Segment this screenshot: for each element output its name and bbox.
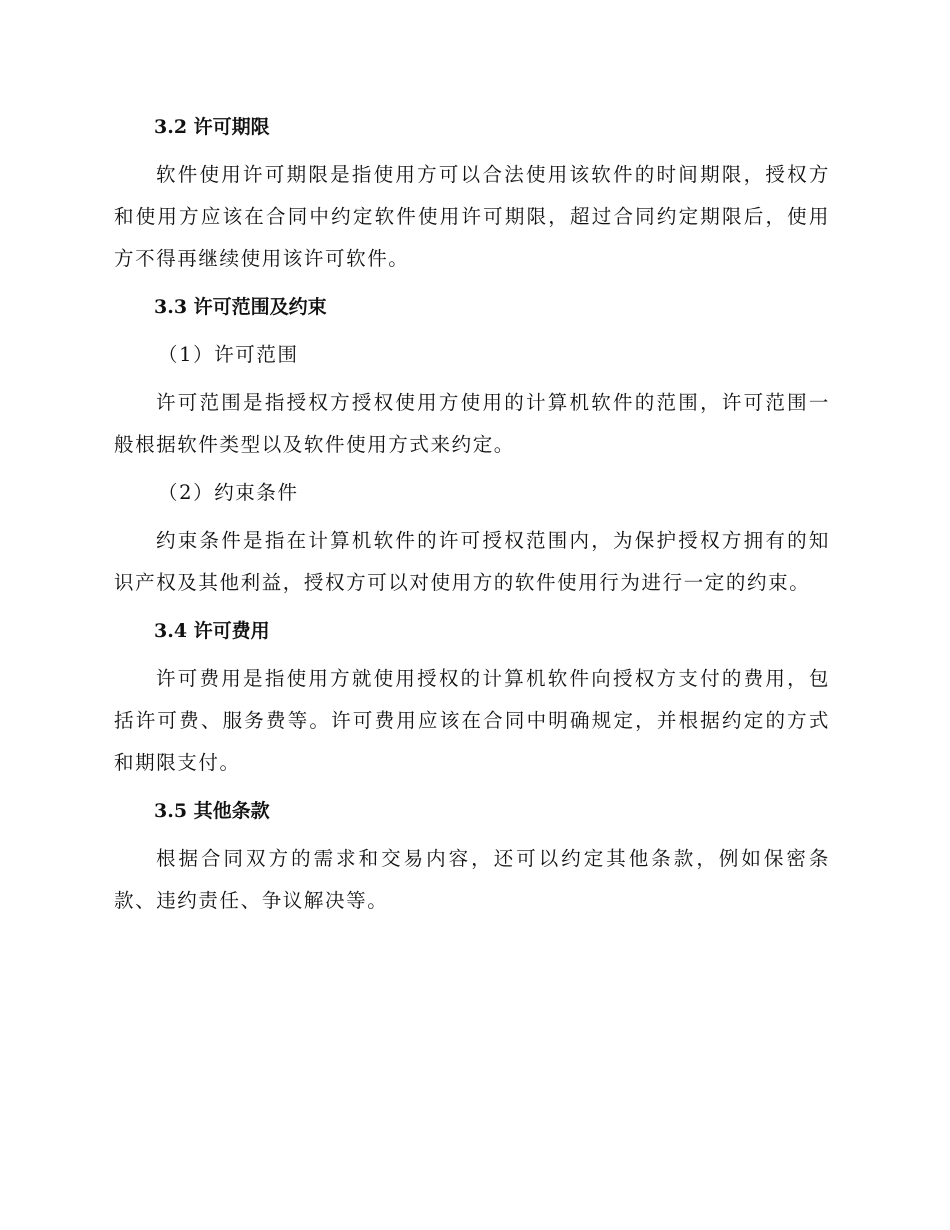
subheading-constraints: （2）约束条件 [158,481,299,504]
subheading-license-scope: （1）许可范围 [158,343,299,366]
section-heading-3-4: 3.4 许可费用 [154,620,270,642]
paragraph-license-term: 软件使用许可期限是指使用方可以合法使用该软件的时间期限，授权方和使用方应该在合同中约定软件使用许可期限，超过合同约定期限后，使用方不得再继续使用该许可软件。 [114,163,830,270]
document-body [114,106,830,928]
section-heading-3-3: 3.3 许可范围及约束 [154,296,327,318]
paragraph-constraints: 约束条件是指在计算机软件的许可授权范围内，为保护授权方拥有的知识产权及其他利益，授权方可以对使用方的软件使用行为进行一定的约束。 [114,529,830,594]
paragraph-license-scope: 许可范围是指授权方授权使用方使用的计算机软件的范围，许可范围一般根据软件类型以及软件使用方式来约定。 [114,391,830,456]
section-heading-3-2: 3.2 许可期限 [154,116,270,138]
paragraph-other-terms: 根据合同双方的需求和交易内容，还可以约定其他条款，例如保密条款、违约责任、争议解决等。 [114,847,830,912]
section-heading-3-5: 3.5 其他条款 [154,800,270,822]
paragraph-license-fee: 许可费用是指使用方就使用授权的计算机软件向授权方支付的费用，包括许可费、服务费等。许可费用应该在合同中明确规定，并根据约定的方式和期限支付。 [114,667,830,774]
